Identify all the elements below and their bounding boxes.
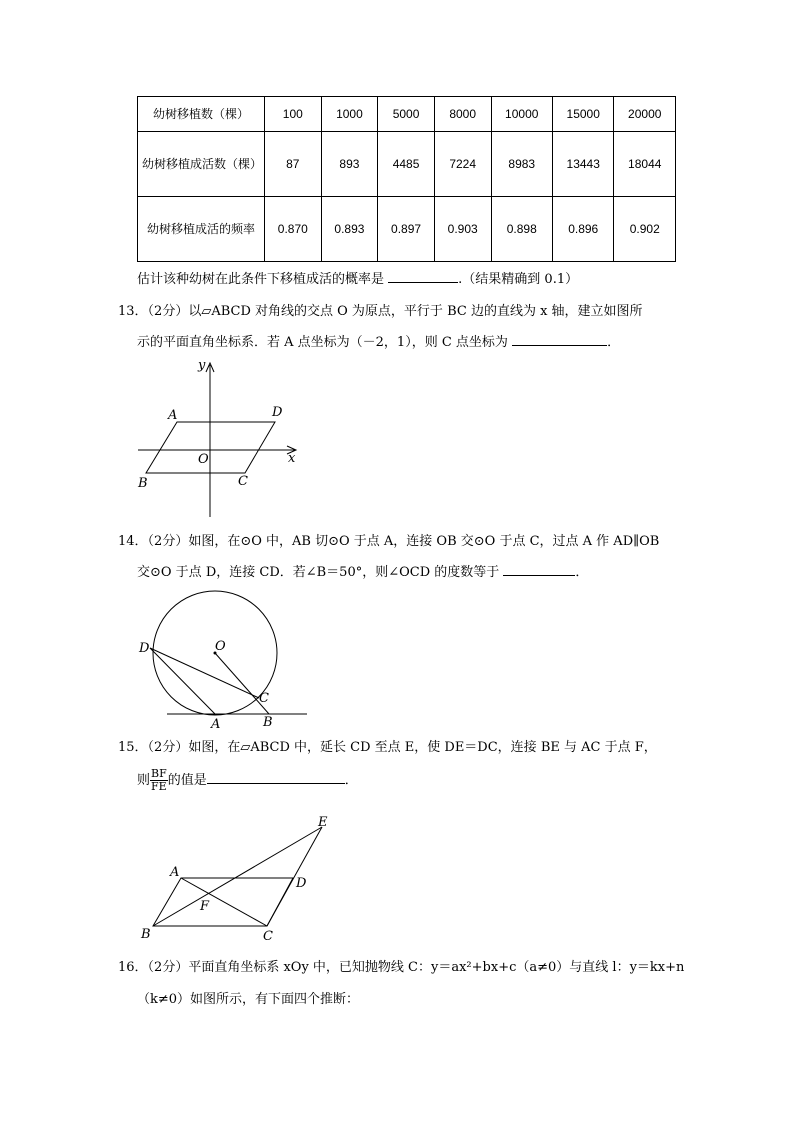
row-header: 幼树移植数（棵）	[138, 97, 265, 132]
point-label-a: A	[168, 408, 178, 423]
point-label-b: B	[263, 715, 273, 730]
point-label-d: D	[272, 405, 283, 420]
q15-figure	[135, 810, 335, 945]
q14-figure	[135, 588, 315, 733]
table-cell: 18044	[614, 132, 676, 197]
answer-blank[interactable]	[503, 575, 575, 576]
table-cell: 10000	[491, 97, 552, 132]
table-cell: 0.903	[434, 197, 491, 262]
table-row	[138, 97, 676, 132]
q16-line2: （k≠0）如图所示，有下面四个推断：	[137, 992, 360, 1007]
point-label-b: B	[138, 476, 148, 491]
table-cell: 15000	[552, 97, 613, 132]
table-cell: 0.896	[552, 197, 613, 262]
q15-line2: 则 $\frac{BF}{FE}$ 的值是 ．	[137, 767, 358, 793]
point-label-o: O	[215, 639, 226, 654]
x-axis-label: x	[288, 451, 296, 466]
table-cell: 4485	[378, 132, 435, 197]
table-cell: 8000	[434, 97, 491, 132]
answer-blank[interactable]	[207, 783, 345, 784]
point-label-o: O	[198, 452, 209, 467]
table-row	[138, 132, 676, 197]
table-cell: 20000	[614, 97, 676, 132]
point-label-e: E	[318, 815, 328, 830]
table-cell: 7224	[434, 132, 491, 197]
table-cell: 893	[321, 132, 378, 197]
point-label-c: C	[259, 691, 269, 706]
answer-blank[interactable]	[512, 345, 607, 346]
point-label-d: D	[139, 641, 150, 656]
point-label-a: A	[170, 865, 180, 880]
point-label-c: C	[263, 929, 273, 944]
table-cell: 1000	[321, 97, 378, 132]
table-cell: 0.893	[321, 197, 378, 262]
q14-line1: 14．（2分）如图，在⊙O 中，AB 切⊙O 于点 A，连接 OB 交⊙O 于点 C，过点 A 作 AD∥OB	[118, 534, 660, 549]
q12-tail-text: 估计该种幼树在此条件下移植成活的概率是 .（结果精确到 0.1）	[137, 272, 579, 287]
q15-line1: 15．（2分）如图，在▱ABCD 中，延长 CD 至点 E，使 DE＝DC，连接 BE 与 AC 于点 F，	[118, 740, 657, 755]
row-header: 幼树移植成活数（棵）	[138, 132, 265, 197]
point-label-d: D	[296, 876, 307, 891]
fraction-bf-fe: $\frac{BF}{FE}$	[151, 767, 167, 793]
y-axis-label: y	[198, 358, 206, 373]
table-cell: 13443	[552, 132, 613, 197]
table-cell: 8983	[491, 132, 552, 197]
q14-line2: 交⊙O 于点 D，连接 CD．若∠B＝50°，则∠OCD 的度数等于 ．	[137, 565, 589, 580]
table-cell: 0.870	[265, 197, 322, 262]
table-cell: 5000	[378, 97, 435, 132]
table-cell: 0.898	[491, 197, 552, 262]
answer-blank[interactable]	[388, 282, 458, 283]
table-cell: 0.902	[614, 197, 676, 262]
q16-line1: 16．（2分）平面直角坐标系 xOy 中，已知抛物线 C：y＝ax²+bx+c（a≠0）与直线 l：y＝kx+n	[118, 960, 685, 975]
q13-line1: 13．（2分）以▱ABCD 对角线的交点 O 为原点，平行于 BC 边的直线为 x 轴，建立如图所	[118, 304, 643, 319]
q13-line2: 示的平面直角坐标系．若 A 点坐标为（－2，1），则 C 点坐标为 ．	[137, 335, 621, 350]
table-cell: 87	[265, 132, 322, 197]
table-cell: 0.897	[378, 197, 435, 262]
seedling-data-table	[137, 96, 676, 262]
table-row	[138, 197, 676, 262]
point-label-b: B	[141, 927, 151, 942]
q13-figure	[130, 355, 310, 525]
point-label-c: C	[238, 474, 248, 489]
table-cell: 100	[265, 97, 322, 132]
row-header: 幼树移植成活的频率	[138, 197, 265, 262]
point-label-a: A	[211, 717, 221, 732]
point-label-f: F	[200, 899, 210, 914]
